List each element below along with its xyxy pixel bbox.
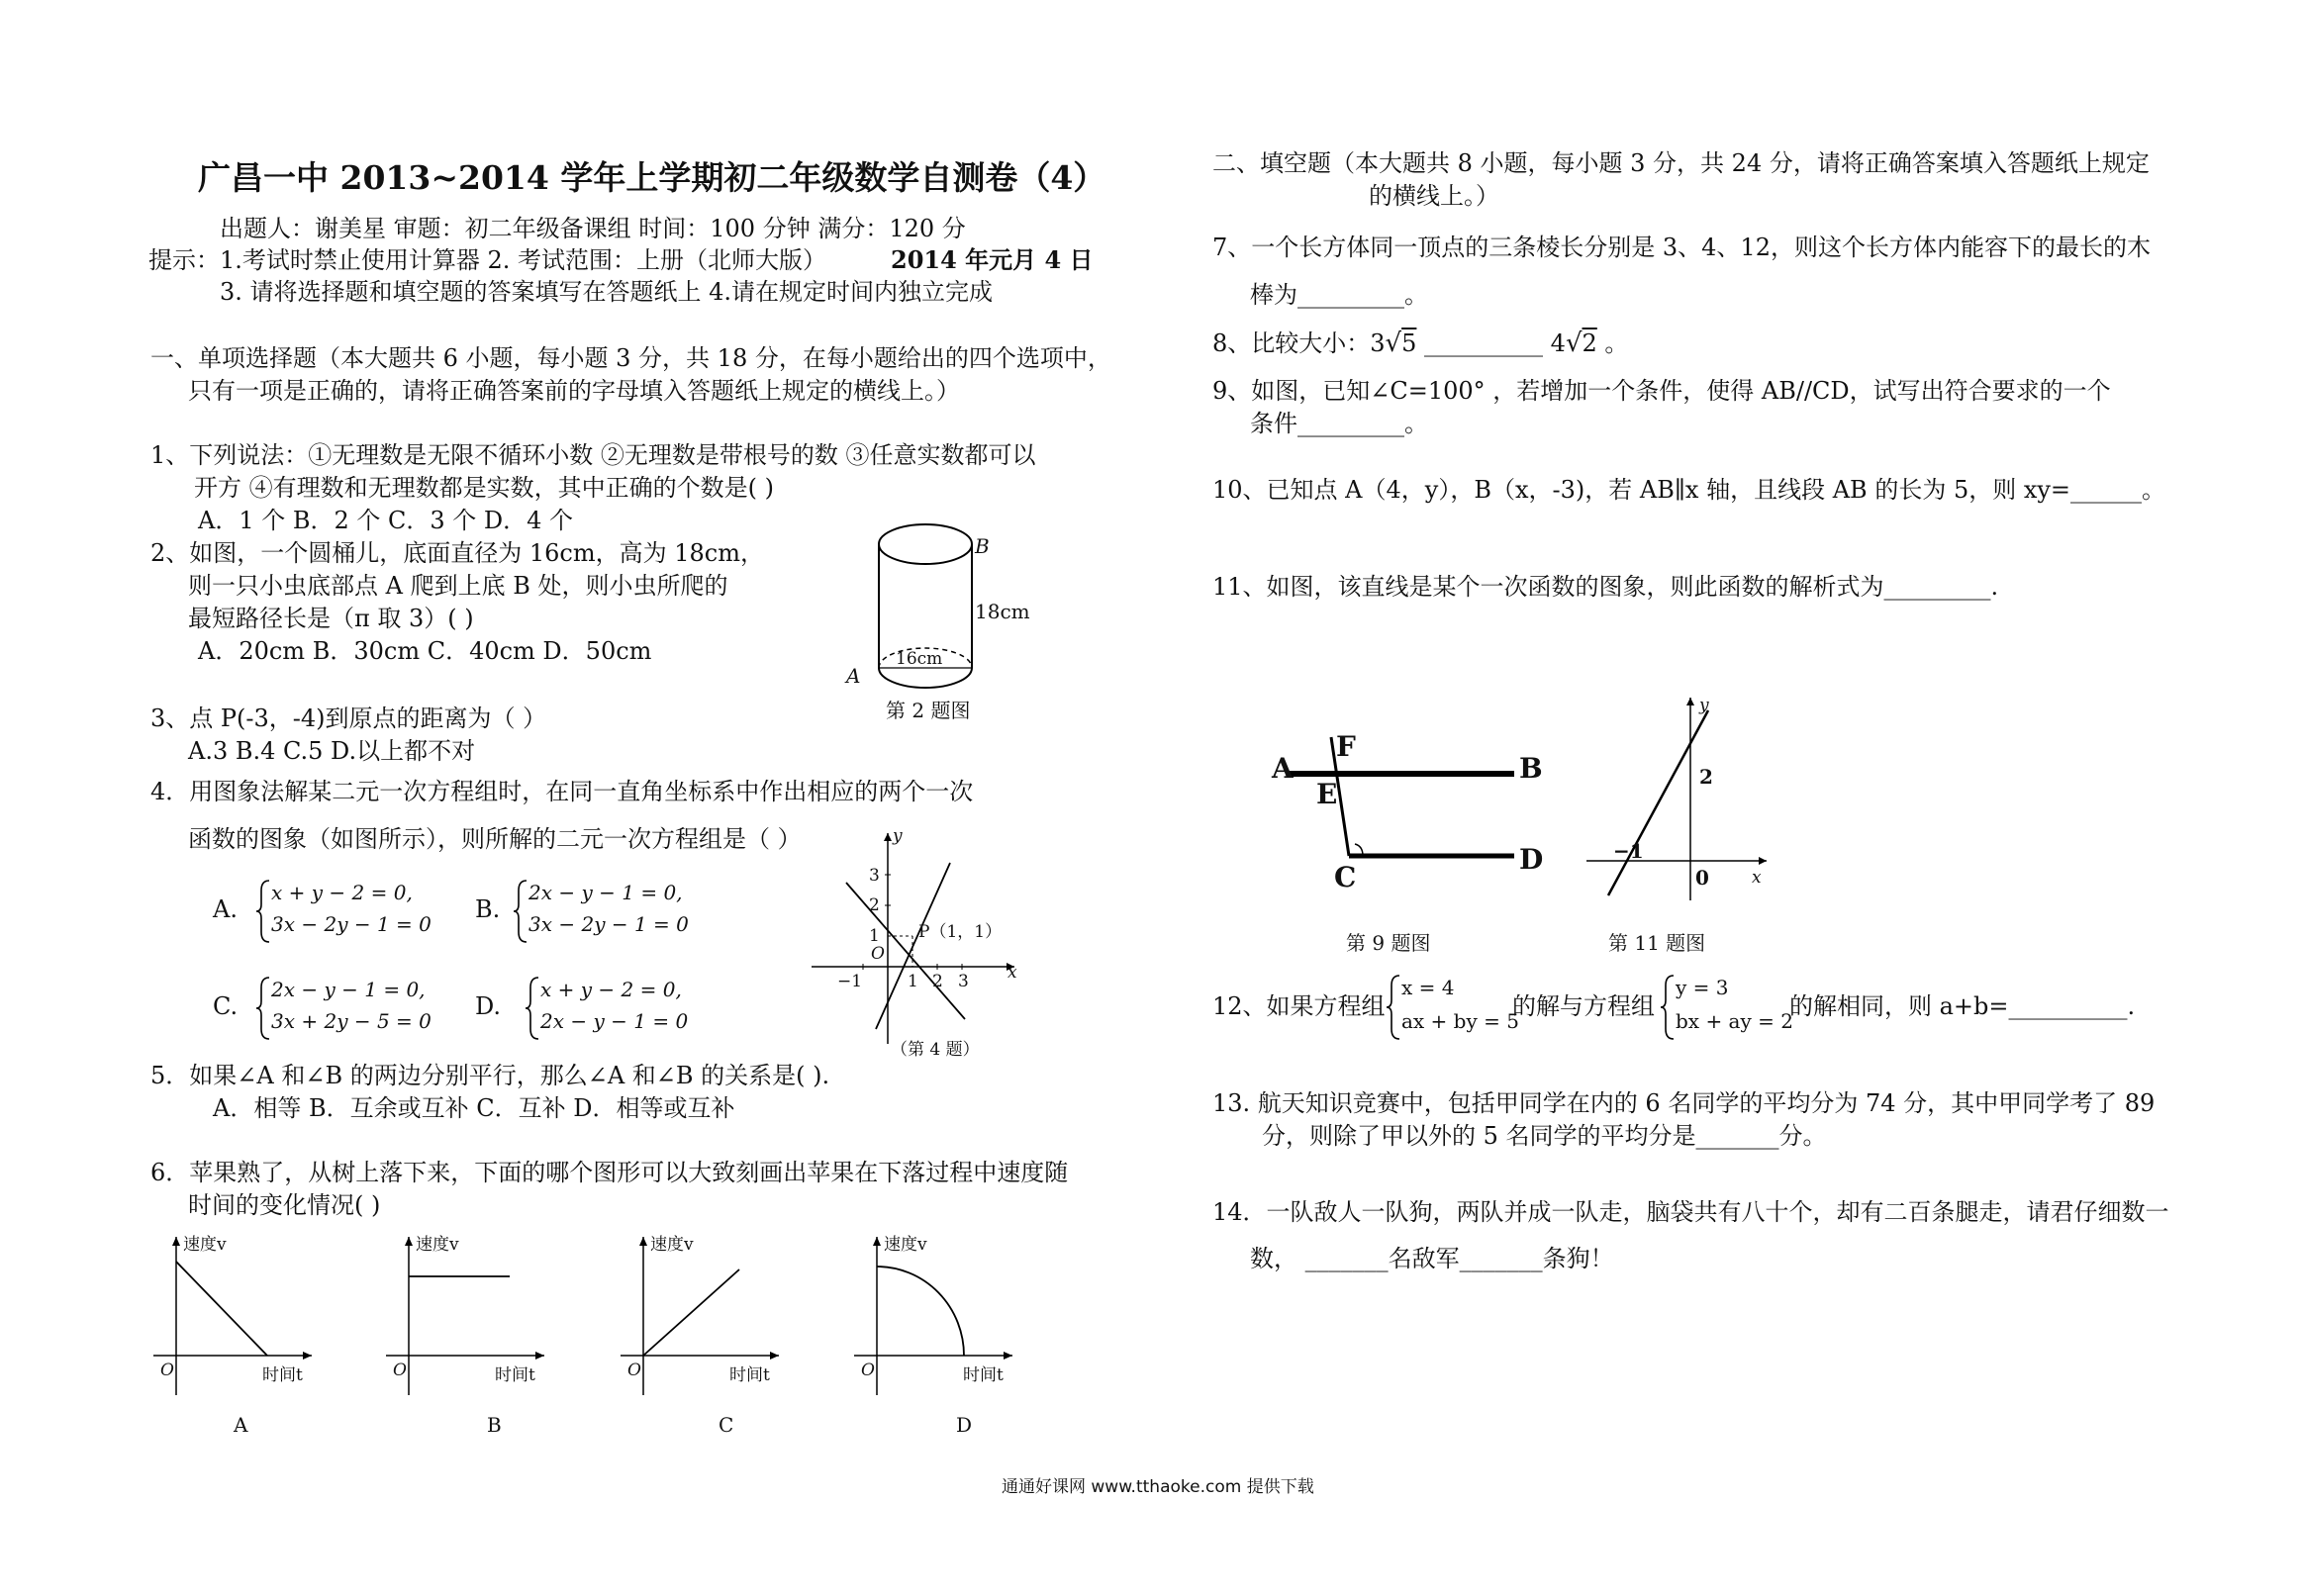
- hint-line-2: 3. 请将选择题和填空题的答案填写在答题纸上 4.请在规定时间内独立完成: [220, 278, 994, 306]
- q12-middle: 的解与方程组: [1512, 992, 1655, 1020]
- q8-stem: [1212, 329, 1628, 358]
- q4-stem: 4．用图象法解某二元一次方程组时，在同一直角坐标系中作出相应的两个一次: [150, 778, 974, 805]
- q11-axis-x: x: [1752, 868, 1762, 888]
- cylinder-label-a: A: [846, 664, 861, 688]
- q6-stem: 6．苹果熟了，从树上落下来，下面的哪个图形可以大致刻画出苹果在下落过程中速度随: [150, 1159, 1069, 1186]
- q3-stem: 3、点 P(-3，-4)到原点的距离为（ ）: [150, 704, 547, 732]
- cylinder-height: 18cm: [975, 600, 1030, 623]
- graph-c-label: C: [719, 1413, 734, 1437]
- footer-credit: 通通好课网 www.tthaoke.com 提供下载: [1002, 1477, 1314, 1497]
- q4-axis-x: x: [1008, 963, 1017, 983]
- q4-option-a-label: A.: [213, 895, 238, 923]
- q12-system2-eq2: bx + ay = 2: [1676, 1009, 1793, 1033]
- q4-option-c-label: C.: [213, 992, 239, 1020]
- q9-figure: [1272, 727, 1549, 900]
- graph-d-xlabel: 时间t: [963, 1365, 1004, 1385]
- q6-stem-cont: 时间的变化情况( ): [188, 1191, 381, 1219]
- graph-b-label: B: [487, 1413, 502, 1437]
- graph-b-origin: O: [393, 1361, 407, 1380]
- q12-system2-eq1: y = 3: [1676, 976, 1729, 999]
- q4-tick-x1: 1: [908, 972, 918, 991]
- q13-stem-cont: 分，则除了甲以外的 5 名同学的平均分是_______分。: [1262, 1122, 1827, 1150]
- section2-title-cont: 的横线上。）: [1369, 182, 1499, 210]
- graph-d-origin: O: [861, 1361, 875, 1380]
- q4-tick-x3: 3: [958, 972, 969, 991]
- q5-options: A．相等 B．互余或互补 C．互补 D．相等或互补: [213, 1094, 735, 1122]
- q9-caption: 第 9 题图: [1346, 931, 1431, 955]
- graph-d-label: D: [956, 1413, 973, 1437]
- q4-axis-y: y: [893, 826, 903, 846]
- q11-tick-2: 2: [1699, 765, 1713, 789]
- q2-caption: 第 2 题图: [886, 699, 971, 722]
- q9-label-a: A: [1272, 752, 1294, 785]
- q8-middle: __________ 4: [1416, 329, 1566, 357]
- q11-caption: 第 11 题图: [1608, 931, 1706, 955]
- q4-tick-y1: 1: [869, 926, 880, 946]
- q11-axis-y: y: [1699, 696, 1709, 715]
- q1-stem-cont: 开方 ④有理数和无理数都是实数，其中正确的个数是( ): [194, 474, 774, 502]
- q14-stem: 14．一队敌人一队狗，两队并成一队走，脑袋共有八十个，却有二百条腿走，请君仔细数一: [1212, 1198, 2169, 1226]
- q5-stem: 5．如果∠A 和∠B 的两边分别平行，那么∠A 和∠B 的关系是( ).: [150, 1062, 830, 1089]
- graph-c-origin: O: [627, 1361, 641, 1380]
- q4-tick-y3: 3: [869, 866, 880, 886]
- graph-b-xlabel: 时间t: [495, 1365, 535, 1385]
- q3-options: A.3 B.4 C.5 D.以上都不对: [188, 737, 476, 765]
- q4-option-a-eq1: x + y − 2 = 0,: [271, 881, 413, 904]
- q4-option-b-eq2: 3x − 2y − 1 = 0: [528, 912, 689, 936]
- q9-label-b: B: [1519, 752, 1543, 785]
- q9-label-d: D: [1519, 843, 1544, 876]
- q4-option-d-label: D.: [475, 992, 502, 1020]
- q2-stem-cont: 则一只小虫底部点 A 爬到上底 B 处，则小虫所爬的: [188, 572, 728, 600]
- q9-label-c: C: [1334, 861, 1357, 893]
- q1-options: A．1 个 B．2 个 C．3 个 D．4 个: [198, 507, 574, 534]
- q12-suffix: 的解相同，则 a+b=__________.: [1789, 992, 2136, 1020]
- q8-radicand-2: 2: [1582, 329, 1597, 357]
- q9-label-e: E: [1316, 778, 1338, 810]
- graph-c-xlabel: 时间t: [729, 1365, 770, 1385]
- q7-stem: 7、一个长方体同一顶点的三条棱长分别是 3、4、12，则这个长方体内能容下的最长的木: [1212, 234, 2151, 261]
- q13-stem: 13. 航天知识竞赛中，包括甲同学在内的 6 名同学的平均分为 74 分，其中甲同学考了 89: [1212, 1089, 2156, 1117]
- q4-stem-cont: 函数的图象（如图所示），则所解的二元一次方程组是（ ）: [188, 825, 802, 853]
- exam-date: 2014 年元月 4 日: [891, 245, 1094, 274]
- q9-stem: 9、如图，已知∠C=100° ，若增加一个条件，使得 AB//CD，试写出符合要求的一个: [1212, 377, 2111, 405]
- q4-option-a-eq2: 3x − 2y − 1 = 0: [271, 912, 432, 936]
- q4-option-b-label: B.: [475, 895, 501, 923]
- graph-a-label: A: [234, 1413, 248, 1437]
- q4-origin: O: [871, 944, 885, 964]
- q12-system1-eq2: ax + by = 5: [1401, 1009, 1519, 1033]
- q4-option-d-eq2: 2x − y − 1 = 0: [540, 1009, 689, 1033]
- q2-stem: 2、如图，一个圆桶儿，底面直径为 16cm，高为 18cm，: [150, 539, 765, 567]
- q4-tick-x2: 2: [932, 972, 943, 991]
- graph-a-origin: O: [160, 1361, 174, 1380]
- q4-option-d-eq1: x + y − 2 = 0,: [540, 978, 682, 1001]
- section1-title: 一、单项选择题（本大题共 6 小题，每小题 3 分，共 18 分，在每小题给出的四个选项中，: [150, 344, 1111, 372]
- q4-tick-y2: 2: [869, 895, 880, 915]
- q9-label-f: F: [1336, 730, 1356, 763]
- q4-option-c-eq2: 3x + 2y − 5 = 0: [271, 1009, 432, 1033]
- q8-prefix: 8、比较大小：3: [1212, 329, 1386, 357]
- sqrt-symbol-2: √: [1565, 329, 1583, 358]
- cylinder-label-b: B: [975, 534, 990, 558]
- graph-b-ylabel: 速度v: [416, 1235, 459, 1255]
- q1-stem: 1、下列说法：①无理数是无限不循环小数 ②无理数是带根号的数 ③任意实数都可以: [150, 441, 1036, 469]
- graph-a-xlabel: 时间t: [262, 1365, 303, 1385]
- graph-c-ylabel: 速度v: [650, 1235, 694, 1255]
- q4-option-b-eq1: 2x − y − 1 = 0,: [528, 881, 683, 904]
- page-title: 广昌一中 2013~2014 学年上学期初二年级数学自测卷（4）: [198, 158, 1106, 197]
- q11-stem: 11、如图，该直线是某个一次函数的图象，则此函数的解析式为_________.: [1212, 573, 1999, 601]
- q9-stem-cont: 条件_________。: [1250, 410, 1428, 437]
- q2-options: A．20cm B．30cm C．40cm D．50cm: [198, 637, 652, 665]
- q4-point-p: P（1，1）: [918, 922, 1003, 942]
- section1-title-cont: 只有一项是正确的，请将正确答案前的字母填入答题纸上规定的横线上。）: [188, 377, 960, 405]
- q14-stem-cont: 数， _______名敌军_______条狗！: [1250, 1245, 1614, 1272]
- q11-tick-n1: −1: [1613, 839, 1644, 863]
- graph-d-ylabel: 速度v: [884, 1235, 927, 1255]
- q11-origin: 0: [1695, 866, 1709, 890]
- q2-stem-cont2: 最短路径长是（π 取 3）( ): [188, 605, 474, 632]
- q11-figure: [1579, 693, 1776, 905]
- q12-prefix: 12、如果方程组: [1212, 992, 1386, 1020]
- exam-info: 出题人：谢美星 审题：初二年级备课组 时间：100 分钟 满分：120 分: [220, 215, 966, 242]
- q4-caption: （第 4 题）: [891, 1040, 980, 1060]
- q8-suffix: 。: [1596, 329, 1629, 357]
- sqrt-symbol-1: √: [1385, 329, 1402, 358]
- q4-tick-xn1: −1: [837, 972, 863, 991]
- q12-system1-eq1: x = 4: [1401, 976, 1455, 999]
- section2-title: 二、填空题（本大题共 8 小题，每小题 3 分，共 24 分，请将正确答案填入答题纸上规定: [1212, 149, 2150, 177]
- q7-stem-cont: 棒为_________。: [1250, 281, 1428, 309]
- hint-line-1: 提示：1.考试时禁止使用计算器 2. 考试范围：上册（北师大版）: [148, 246, 827, 274]
- q4-option-c-eq1: 2x − y − 1 = 0,: [271, 978, 426, 1001]
- q8-radicand-1: 5: [1401, 329, 1417, 357]
- graph-a-ylabel: 速度v: [183, 1235, 227, 1255]
- q10-stem: 10、已知点 A（4，y），B（x，-3)，若 AB∥x 轴，且线段 AB 的长为 5，则 xy=______。: [1212, 476, 2166, 504]
- cylinder-diameter: 16cm: [896, 649, 943, 669]
